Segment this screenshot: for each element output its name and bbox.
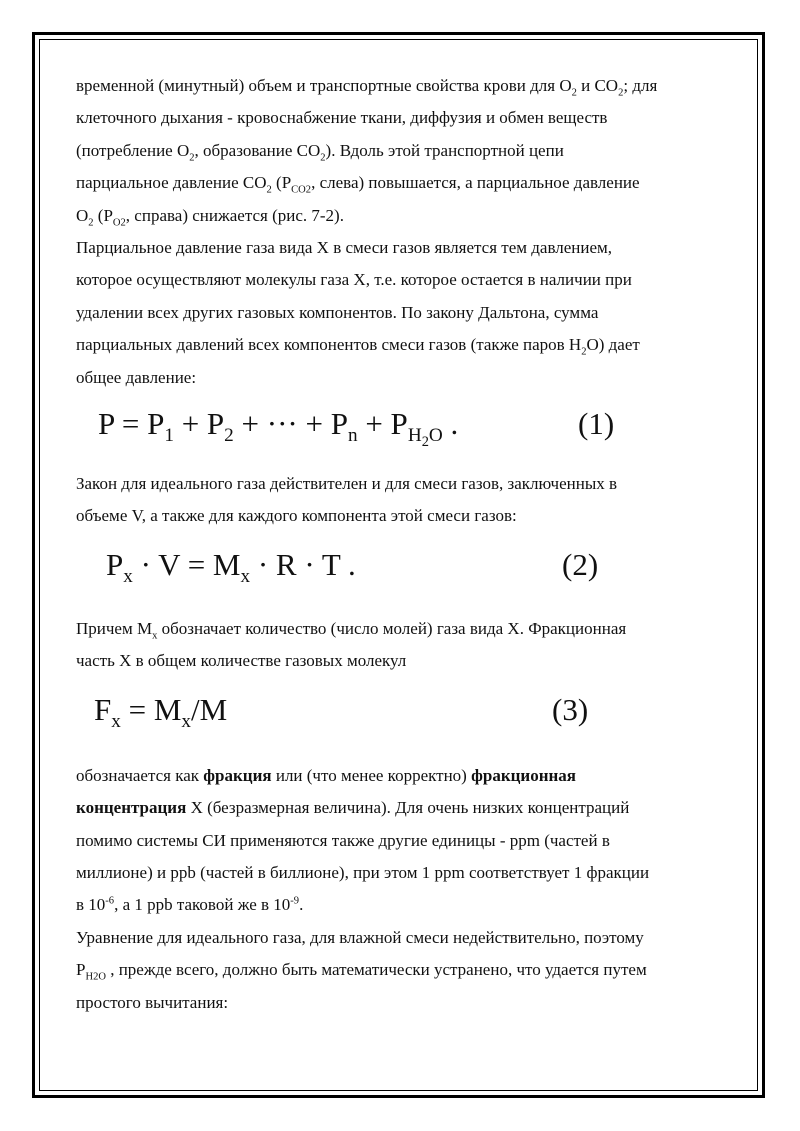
formula-expression — [98, 406, 459, 451]
text: обозначает количество (число молей) газа вида X. Фракционная — [157, 618, 627, 638]
subscript-text: O — [428, 425, 443, 447]
text-line — [76, 922, 726, 954]
subscript: x — [152, 630, 158, 642]
text: которое осуществляют молекулы газа X, т.е. которое остается в наличии при — [76, 270, 632, 290]
superscript: -6 — [105, 895, 115, 907]
text: ; для — [623, 76, 658, 95]
equation-number: (3) — [552, 691, 589, 727]
subscript: x — [111, 710, 121, 732]
text: O) дает — [586, 335, 640, 355]
subscript: x — [123, 566, 133, 588]
text-line — [76, 500, 726, 532]
text: , образование CO — [194, 140, 321, 160]
subscript: 2 — [618, 87, 624, 99]
text: (P — [93, 205, 113, 225]
math-text: · V = M — [132, 546, 241, 582]
paragraph-transport-chain — [76, 70, 726, 232]
text: парциальных давлений всех компонентов смеси газов (также паров H — [76, 335, 582, 355]
subscript-subscript: 2 — [421, 434, 429, 451]
text: Закон для идеального газа действителен и для смеси газов, заключенных в — [76, 474, 618, 494]
text: (потребление O — [76, 140, 190, 160]
math-text: P = P — [98, 406, 165, 442]
text-line — [76, 102, 726, 134]
text-line — [76, 889, 726, 921]
text: , слева) повышается, а парциальное давление — [311, 173, 640, 193]
subscript: 2 — [581, 346, 587, 358]
text: простого вычитания: — [76, 992, 229, 1012]
text: часть X в общем количестве газовых молекул — [76, 651, 407, 671]
text: миллионе) и ppb (частей в биллионе), при этом 1 ppm соответствует 1 фракции — [76, 862, 650, 882]
subscript — [407, 425, 443, 451]
text: X (безразмерная величина). Для очень низких концентраций — [186, 798, 630, 818]
subscript: CO2 — [291, 184, 312, 196]
paragraph-fraction — [76, 760, 726, 922]
text-line — [76, 760, 726, 792]
bold-term: фракция — [203, 765, 272, 785]
math-text: P — [106, 546, 124, 582]
subscript: x — [240, 566, 251, 588]
text: Парциальное давление газа вида X в смеси газов является тем давлением, — [76, 238, 613, 258]
paragraph-wet-gas — [76, 922, 726, 1019]
paragraph-ideal-gas — [76, 468, 726, 533]
equation-number: (2) — [562, 546, 599, 582]
text: в 10 — [76, 895, 106, 915]
text-line — [76, 329, 726, 361]
bold-term: концентрация — [76, 798, 187, 818]
subscript: 2 — [88, 217, 94, 229]
text-line — [76, 468, 726, 500]
math-text: /M — [191, 691, 228, 727]
formula-expression — [106, 546, 356, 588]
text: (P — [271, 173, 292, 193]
text: Причем M — [76, 618, 153, 638]
text: или (что менее корректно) — [271, 765, 472, 785]
subscript: n — [347, 425, 358, 447]
text-line — [76, 232, 726, 264]
superscript: -9 — [290, 895, 300, 907]
subscript: 2 — [266, 184, 272, 196]
math-text: . — [442, 406, 459, 442]
equation-number: (1) — [578, 406, 615, 442]
text-line — [76, 613, 726, 645]
text-line — [76, 135, 726, 167]
text: и CO — [576, 76, 619, 95]
text: P — [76, 960, 86, 980]
math-text: + P — [173, 406, 225, 442]
subscript: O2 — [112, 217, 126, 229]
subscript: H2O — [85, 971, 106, 983]
text: , справа) снижается (рис. 7-2). — [125, 205, 344, 225]
text-line — [76, 362, 726, 394]
math-text: F — [94, 691, 112, 727]
text: парциальное давление CO — [76, 173, 267, 193]
text: O — [76, 205, 89, 225]
bold-term: фракционная — [471, 765, 576, 785]
text-line — [76, 954, 726, 986]
math-text: + P — [357, 406, 408, 442]
text-line — [76, 70, 726, 102]
text: объеме V, а также для каждого компонента этой смеси газов: — [76, 506, 517, 526]
formula-1 — [76, 406, 726, 452]
text-line — [76, 264, 726, 296]
text: , прежде всего, должно быть математически устранено, что удается путем — [105, 960, 647, 980]
text-line — [76, 297, 726, 329]
subscript: x — [181, 710, 192, 732]
subscript: 2 — [189, 152, 195, 164]
text-line — [76, 825, 726, 857]
paragraph-dalton-law — [76, 232, 726, 394]
subscript: 1 — [164, 425, 174, 447]
subscript-text: H — [407, 425, 422, 447]
formula-3 — [76, 692, 726, 738]
subscript: 2 — [320, 152, 326, 164]
math-text: = M — [120, 691, 182, 727]
text: удалении всех других газовых компонентов. По закону Дальтона, сумма — [76, 302, 599, 322]
formula-2 — [76, 547, 726, 593]
text: , а 1 ppb таковой же в 10 — [114, 895, 291, 915]
text: ). Вдоль этой транспортной цепи — [325, 140, 564, 160]
text: . — [299, 895, 304, 915]
math-text: + ··· + P — [233, 406, 348, 442]
text-line — [76, 200, 726, 232]
paragraph-moles — [76, 613, 726, 678]
subscript: 2 — [224, 425, 234, 447]
subscript: 2 — [571, 87, 577, 99]
text: общее давление: — [76, 367, 197, 387]
text-line — [76, 857, 726, 889]
text: помимо системы СИ применяются также другие единицы - ppm (частей в — [76, 830, 610, 850]
formula-expression — [94, 691, 228, 732]
text-line — [76, 167, 726, 199]
text: обозначается как — [76, 765, 204, 785]
math-text: · R · T . — [250, 546, 356, 582]
text: Уравнение для идеального газа, для влажной смеси недействительно, поэтому — [76, 927, 644, 947]
text: клеточного дыхания - кровоснабжение ткани, диффузия и обмен веществ — [76, 108, 608, 128]
text-line — [76, 645, 726, 677]
text-line — [76, 792, 726, 824]
document-body — [76, 70, 726, 1019]
text-line — [76, 987, 726, 1019]
text: временной (минутный) объем и транспортные свойства крови для O — [76, 76, 572, 95]
